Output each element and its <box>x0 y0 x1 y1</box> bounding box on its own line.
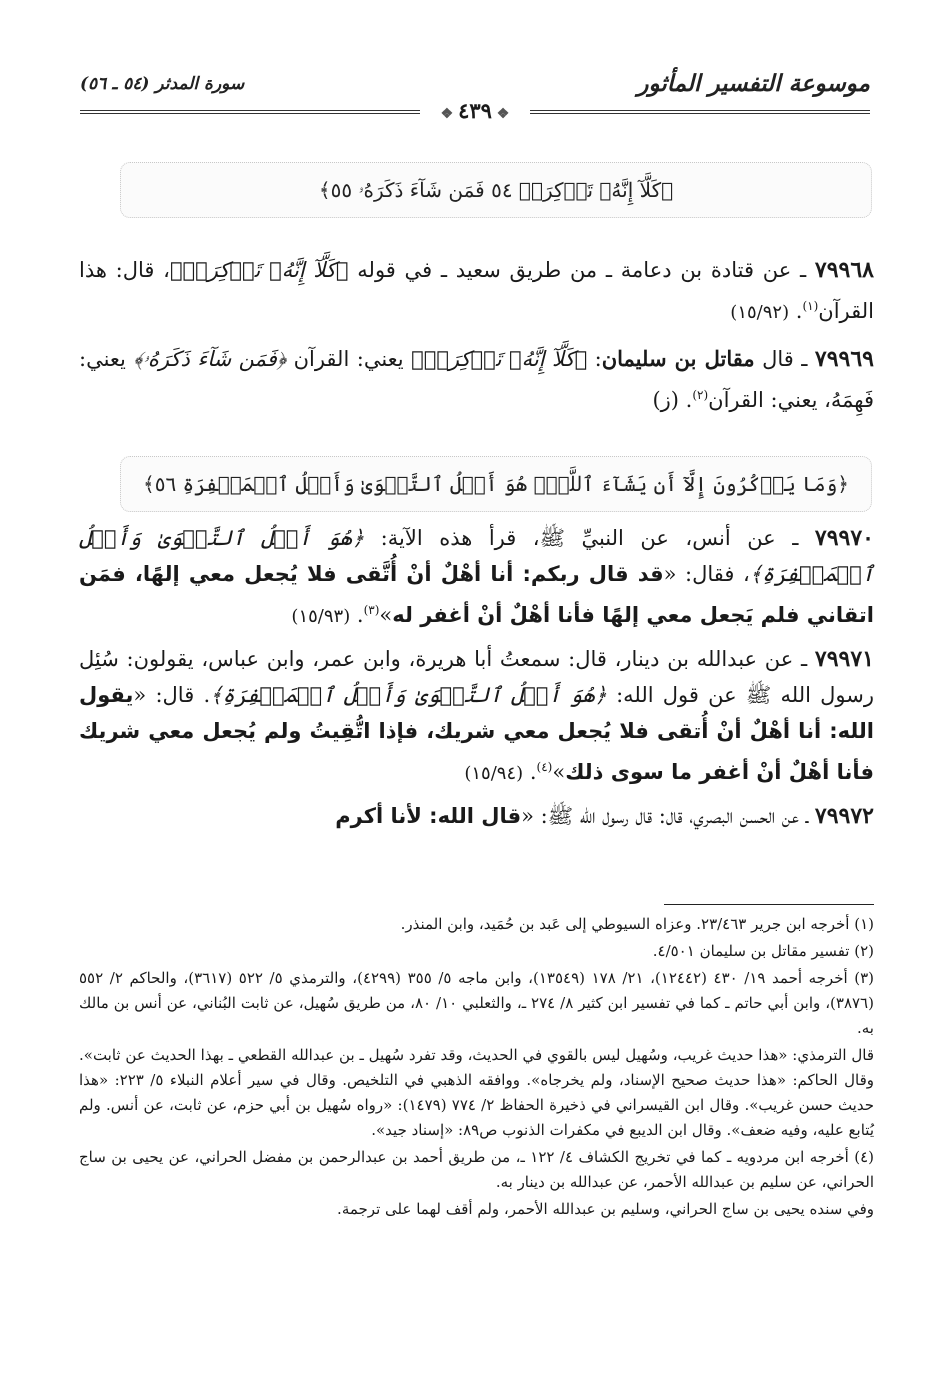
narration-text: يعني: فَهِمَهُ، يعني: القرآن <box>79 347 874 412</box>
footnote-1: (١) أخرجه ابن جرير ٢٣/٤٦٣. وعزاه السيوطي إلى عَبد بن حُمَيد، وابن المنذر. <box>400 915 874 933</box>
footnote-marker: (١) <box>802 299 819 313</box>
header-rule-right <box>530 110 870 114</box>
narration-number: ٧٩٩٦٨ <box>814 257 874 283</box>
page-number: ٤٣٩ <box>458 98 492 123</box>
footnote-4: (٤) أخرجه ابن مردويه ـ كما في تخريج الكشاف ٤/ ١٢٢ ـ، من طريق أحمد بن عبدالرحمن بن مفضل الحراني، عن يحيى بن ساج الحراني، عن سليم بن عبدالله الأحمر، عن عبدالله بن دينار به. <box>79 1148 874 1191</box>
quran-quote: ﴿هُوَ أَهۡلُ ٱلتَّقۡوَىٰ وَأَهۡلُ ٱلۡمَغۡفِرَةِ﴾ <box>210 683 607 707</box>
page-number-wrap <box>441 98 510 123</box>
footnote-marker: (٣) <box>363 603 380 617</box>
commentary-block-1 <box>79 252 874 418</box>
narration-text: : <box>587 347 602 371</box>
narration-79969 <box>79 341 874 418</box>
hadith-quote: يقول الله: أنا أهْلٌ أنْ أُتقى فلا يُجعل معي شريك، فإذا اتُّقِيتُ ولم يُجعل معي شريك فأنا أهْلٌ أنْ أغفر ما سوى ذلك <box>79 683 874 784</box>
narration-text: ، قال: هذا القرآن <box>79 258 874 323</box>
narration-number: ٧٩٩٦٩ <box>814 346 874 372</box>
hadith-quote: قد قال ربكم: أنا أهْلٌ أنْ أُتَّقى فلا يُجعل معي إلهًا، فمَن اتقاني فلم يَجعل معي إلهًا فأنا أهْلٌ أنْ أغفر له <box>79 562 874 627</box>
narration-text: . قال: « <box>133 683 211 707</box>
footnotes <box>79 912 874 1224</box>
footnote-marker: (٢) <box>692 388 709 402</box>
narration-79968 <box>79 252 874 331</box>
ornament-icon: ❖ <box>491 106 510 122</box>
narration-79970 <box>79 520 874 635</box>
ayah-banner <box>120 162 872 218</box>
narration-79972 <box>79 798 874 834</box>
narration-text: ـ عن أنس، عن النبيِّ ﷺ، قرأ هذه الآية: <box>364 526 815 550</box>
volume-reference: (١٥/٩٣) <box>291 606 351 627</box>
volume-reference: (١٥/٩٢) <box>730 302 790 323</box>
footnote-2: (٢) تفسير مقاتل بن سليمان ٤/٥٠١. <box>652 942 874 960</box>
narrator-name: مقاتل بن سليمان <box>601 346 755 371</box>
commentary-block-2 <box>79 520 874 834</box>
narration-number: ٧٩٩٧٢ <box>814 803 874 829</box>
narration-text: ـ عن الحسن البصري، قال: قال رسول الله ﷺ: « <box>521 804 815 828</box>
footnote-marker: (٤) <box>536 760 553 774</box>
footnote-4-commentary: وفي سنده يحيى بن ساج الحراني، وسليم بن عبدالله الأحمر، ولم أقف لهما على ترجمة. <box>337 1200 874 1218</box>
narration-text: . (ز) <box>652 388 693 412</box>
narration-text: ـ عن عبدالله بن دينار، قال: سمعتُ أبا هريرة، وابن عمر، وابن عباس، يقولون: سُئِل رسول الله ﷺ عن قول الله: <box>79 647 875 707</box>
ayah-text: ﴿وَمَا يَذۡكُرُونَ إِلَّآ أَن يَشَآءَ ٱللَّهُۚ هُوَ أَهۡلُ ٱلتَّقۡوَىٰ وَأَهۡلُ ٱلۡمَغۡفِرَةِ ٥٦﴾ <box>142 472 850 496</box>
surah-range: سورة المدثر (٥٤ ـ ٥٦) <box>80 74 245 94</box>
narration-text: ـ قال <box>754 347 815 371</box>
footnote-separator <box>664 904 874 905</box>
header-rule-left <box>80 110 420 114</box>
narration-text: ، فقال: « <box>663 562 750 586</box>
narration-text: » <box>552 760 566 784</box>
narration-text: يعني: القرآن <box>286 347 412 371</box>
narration-text: . <box>789 299 803 323</box>
narration-text: ـ عن قتادة بن دعامة ـ من طريق سعيد ـ في قوله <box>348 258 815 282</box>
narration-number: ٧٩٩٧٠ <box>814 525 874 551</box>
hadith-quote: قال الله: لأنا أكرم <box>335 804 522 828</box>
narration-text: » <box>379 603 393 627</box>
quran-quote: ﴿فَمَن شَآءَ ذَكَرَهُۥ﴾ <box>133 347 287 371</box>
volume-reference: (١٥/٩٤) <box>464 763 524 784</box>
narration-number: ٧٩٩٧١ <box>814 646 874 672</box>
narration-text: . <box>350 603 364 627</box>
book-title: موسوعة التفسير المأثور <box>637 70 870 97</box>
narration-text: . <box>523 760 537 784</box>
footnote-3-commentary: قال الترمذي: «هذا حديث غريب، وسُهيل ليس بالقوي في الحديث، وقد تفرد سُهيل ـ بن عبدالله القطعي ـ بهذا الحديث عن ثابت». وقال الحاكم: «هذا حديث صحيح الإسناد، ولم يخرجاه». ووافقه الذهبي في التلخيص. وقال في سير أعلام النبلاء ٥/ ٢٢٣: «هذا حديث حسن غريب». وقال ابن القيسراني في ذخيرة الحفاظ ٢/ ٧٧٤ (١٤٧٩): «رواه سُهيل بن أبي حزم، عن ثابت، عن أنس. ولم يُتابع عليه، وفيه ضعف». وقال ابن الديبع في مكفرات الذنوب ص٨٩: «إسناد جيد». <box>79 1046 875 1139</box>
ayah-banner <box>120 456 872 512</box>
ornament-icon: ❖ <box>440 106 459 122</box>
quran-quote: ﴿كَلَّآ إِنَّهُۥ تَذۡكِرَةٞ﴾ <box>411 347 588 371</box>
ayah-text: ﴿كَلَّآ إِنَّهُۥ تَذۡكِرَةٞ ٥٤ فَمَن شَآءَ ذَكَرَهُۥ ٥٥﴾ <box>318 178 674 202</box>
running-header <box>80 68 870 123</box>
narration-79971 <box>79 641 874 792</box>
footnote-3: (٣) أخرجه أحمد ١٩/ ٤٣٠ (١٢٤٤٢)، ٢١/ ١٧٨ (١٣٥٤٩)، وابن ماجه ٥/ ٣٥٥ (٤٢٩٩)، والترمذي ٥/ ٥٢٢ (٣٦١٧)، والحاكم ٢/ ٥٥٢ (٣٨٧٦)، وابن أبي حاتم ـ كما في تفسير ابن كثير ٨/ ٢٧٤ ـ، والثعلبي ١٠/ ٨٠، من طريق سُهيل، عن ثابت البُناني، عن أنس بن مالك به. <box>79 969 874 1037</box>
quran-quote: ﴿كَلَّآ إِنَّهُۥ تَذۡكِرَةٞ﴾ <box>169 258 349 282</box>
quran-quote: ﴿هُوَ أَهۡلُ ٱلتَّقۡوَىٰ وَأَهۡلُ ٱلۡمَغۡفِرَةِ﴾ <box>79 526 874 586</box>
